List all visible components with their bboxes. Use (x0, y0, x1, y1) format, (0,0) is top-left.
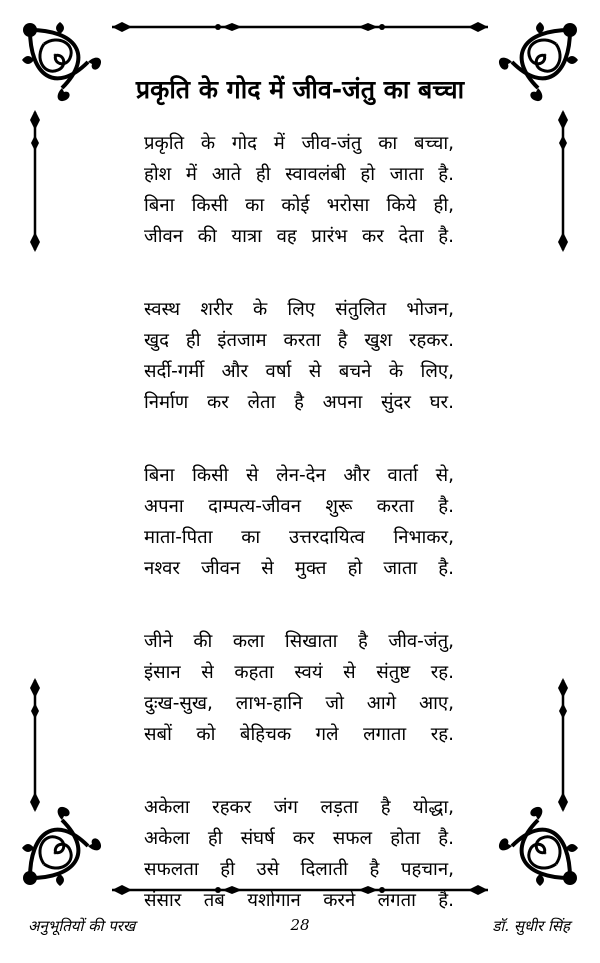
poem-line: बिना किसी का कोई भरोसा किये ही, (144, 195, 454, 216)
top-border-rule (112, 22, 488, 32)
poem-line: सर्दी-गर्मी और वर्षा से बचने के लिए, (144, 361, 454, 382)
stanza-5 (144, 792, 454, 916)
poem-line: स्वस्थ शरीर के लिए संतुलित भोजन, (144, 299, 454, 320)
poem-line: दुःख-सुख, लाभ-हानि जो आगे आए, (144, 693, 454, 714)
poem-line: नश्वर जीवन से मुक्त हो जाता है. (144, 558, 454, 579)
poem-line: सफलता ही उसे दिलाती है पहचान, (144, 859, 454, 880)
footer-book-title: अनुभूतियों की परख (28, 917, 136, 935)
poem-line: जीने की कला सिखाता है जीव-जंतु, (144, 631, 454, 652)
poem-line: इंसान से कहता स्वयं से संतुष्ट रह. (144, 662, 454, 683)
stanza-1 (144, 128, 454, 252)
poem-line: अपना दाम्पत्य-जीवन शुरू करता है. (144, 496, 454, 517)
poem-line: निर्माण कर लेता है अपना सुंदर घर. (144, 392, 454, 413)
stanza-4 (144, 626, 454, 750)
poem-line: संसार तब यशोगान करने लगता है. (144, 890, 454, 911)
left-border-rule (30, 110, 40, 812)
poem-body (144, 128, 454, 958)
poem-line: माता-पिता का उत्तरदायित्व निभाकर, (144, 527, 454, 548)
poem-line: बिना किसी से लेन-देन और वार्ता से, (144, 465, 454, 486)
stanza-2 (144, 294, 454, 418)
poem-line: जीवन की यात्रा वह प्रारंभ कर देता है. (144, 226, 454, 247)
corner-ornament-bottom-right (499, 807, 578, 886)
poem-line: अकेला रहकर जंग लड़ता है योद्धा, (144, 797, 454, 818)
poem-title: प्रकृति के गोद में जीव-जंतु का बच्चा (135, 75, 465, 104)
footer-author: डॉ. सुधीर सिंह (492, 917, 570, 935)
stanza-3 (144, 460, 454, 584)
poem-line: होश में आते ही स्वावलंबी हो जाता है. (144, 164, 454, 185)
poem-line: खुद ही इंतजाम करता है खुश रहकर. (144, 330, 454, 351)
poem-line: सबों को बेहिचक गले लगाता रह. (144, 724, 454, 745)
poem-line: अकेला ही संघर्ष कर सफल होता है. (144, 828, 454, 849)
poem-line: प्रकृति के गोद में जीव-जंतु का बच्चा, (144, 133, 454, 154)
right-border-rule (558, 110, 568, 812)
page-number: 28 (290, 916, 310, 934)
corner-ornament-bottom-left (22, 807, 101, 886)
page-footer (0, 916, 600, 940)
